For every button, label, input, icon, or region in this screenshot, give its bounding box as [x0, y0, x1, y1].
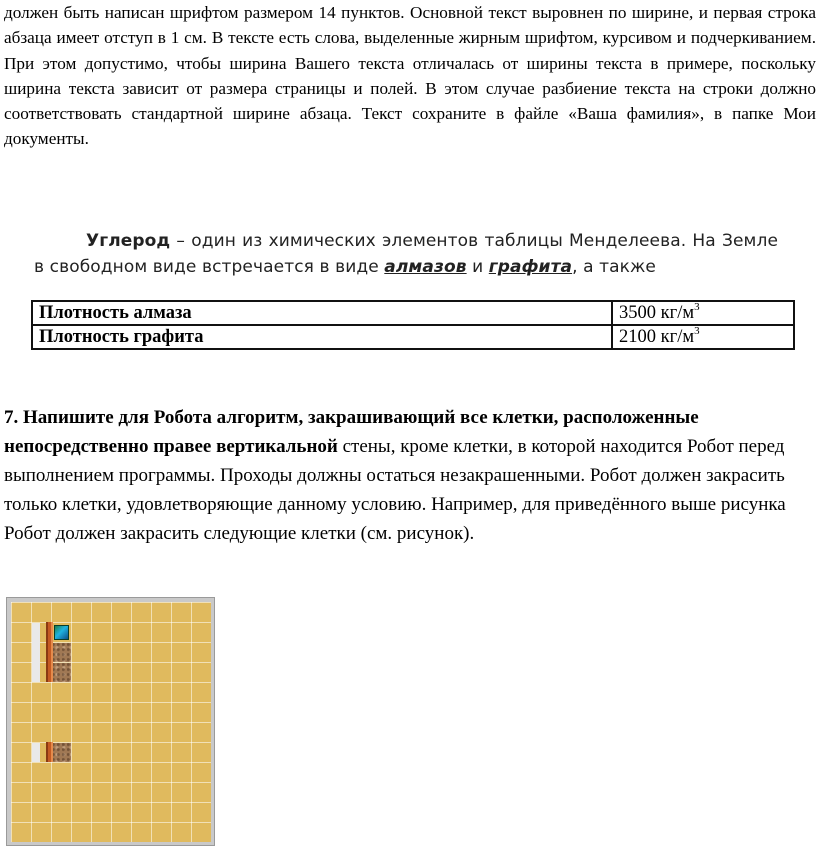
painted-cell	[52, 643, 71, 662]
painted-cell	[52, 743, 71, 762]
vertical-wall	[46, 742, 53, 762]
table-cell-label: Плотность алмаза	[32, 301, 612, 325]
task-7-bold: 7. Напишите для Робота алгоритм, закрашивающий все клетки, расположенные непосредственно правее вертикальной	[4, 407, 699, 457]
value-exponent: 3	[694, 301, 700, 313]
value-exponent: 3	[694, 325, 700, 337]
sample-bold-word: Углерод	[86, 231, 171, 251]
task-7-rest: стены, кроме клетки, в которой находится Робот перед выполнением программы. Проходы должны остаться незакрашенными. Робот должен закрасить только клетки, удовлетворяющие данному условию. Например, для приведённого выше рисунка Робот должен закрасить следующие клетки (см. рисунок).	[4, 436, 786, 544]
painted-cell	[52, 663, 71, 682]
value-text: 3500 кг/м	[619, 303, 695, 323]
instruction-paragraph: должен быть написан шрифтом размером 14 пунктов. Основной текст выровнен по ширине, и первая строка абзаца имеет отступ в 1 см. В тексте есть слова, выделенные жирным шрифтом, курсивом и подчеркиванием. При этом допустимо, чтобы ширина Вашего текста отличалась от ширины текста в примере, поскольку ширина текста зависит от размера страницы и полей. В этом случае разбиение текста на строки должно соответствовать стандартной ширине абзаца. Текст сохраните в файле «Ваша фамилия», в папке Мои документы.	[4, 3, 816, 149]
table-row	[32, 325, 794, 349]
sample-conj: и	[466, 257, 489, 277]
sample-text-part2: , а также	[572, 257, 656, 277]
vertical-wall	[46, 622, 53, 682]
table-cell-label: Плотность графита	[32, 325, 612, 349]
robot-icon	[54, 625, 69, 640]
sample-word-graphite: графита	[488, 257, 573, 277]
density-table	[31, 300, 795, 350]
table-row	[32, 301, 794, 325]
task-7-text	[4, 403, 804, 548]
robot-grid	[11, 602, 211, 842]
sample-text	[34, 228, 778, 280]
wall-shadow	[32, 623, 40, 682]
sample-word-diamonds: алмазов	[384, 257, 467, 277]
wall-shadow	[32, 743, 40, 762]
table-cell-value	[612, 325, 794, 349]
sample-text-part1: – один из химических элементов таблицы Менделеева. На Земле в свободном виде встречается в виде	[34, 231, 778, 277]
robot-field-image	[6, 597, 215, 846]
table-cell-value	[612, 301, 794, 325]
value-text: 2100 кг/м	[619, 327, 695, 347]
